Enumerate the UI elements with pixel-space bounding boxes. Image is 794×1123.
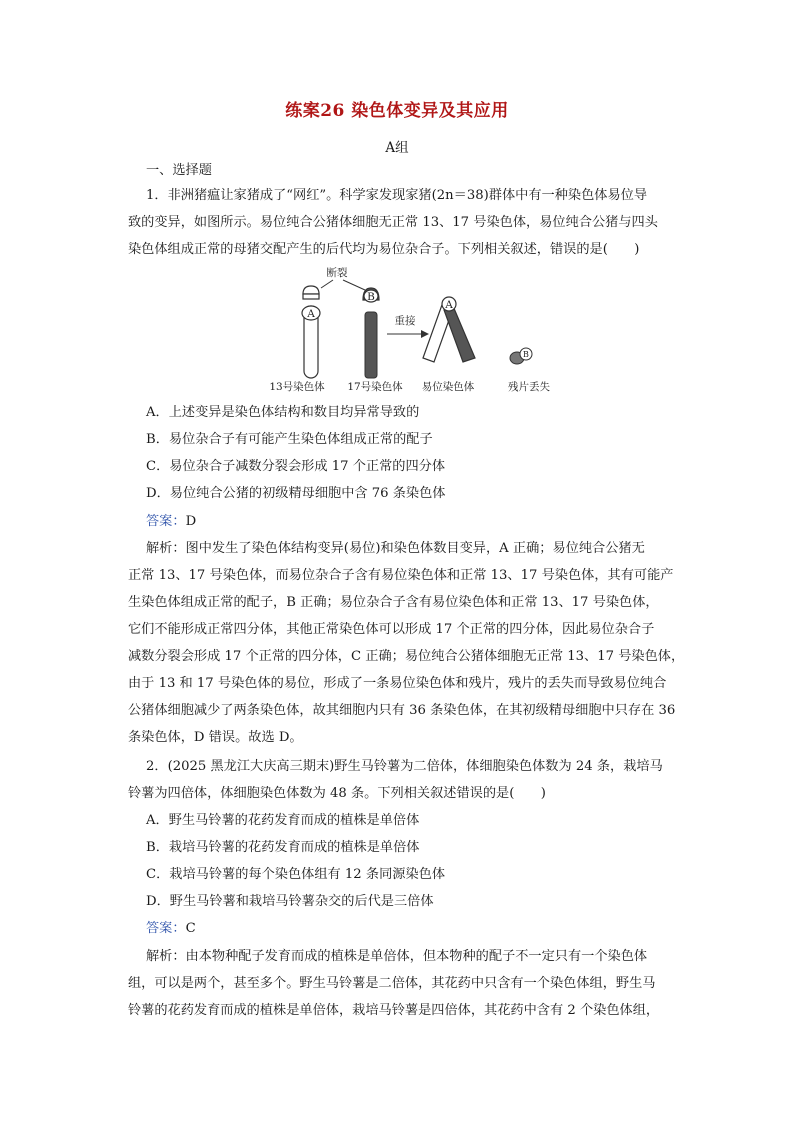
answer-label: 答案： <box>146 514 186 529</box>
analysis-line: 条染色体，D 错误。故选 D。 <box>128 730 303 745</box>
option-c: C．易位杂合子减数分裂会形成 17 个正常的四分体 <box>146 459 446 474</box>
option-b: B．易位杂合子有可能产生染色体组成正常的配子 <box>146 432 433 447</box>
chromosome-translocation-figure <box>255 266 585 396</box>
break-label: 断裂 <box>326 267 348 279</box>
question-stem-line: 染色体组成正常的母猪交配产生的后代均为易位杂合子。下列相关叙述，错误的是( ) <box>128 242 640 257</box>
option-d: D．野生马铃薯和栽培马铃薯杂交的后代是三倍体 <box>146 894 434 909</box>
analysis-line: 解析：由本物种配子发育而成的植株是单倍体，但本物种的配子不一定只有一个染色体 <box>146 949 648 964</box>
marker-b: B <box>367 291 375 303</box>
marker-a-translocation: A <box>445 299 453 311</box>
question-stem-line: 2．(2025 黑龙江大庆高三期末)野生马铃薯为二倍体，体细胞染色体数为 24 条，栽培马 <box>146 759 663 774</box>
answer-value: D <box>185 514 197 529</box>
analysis-line: 它们不能形成正常四分体，其他正常染色体可以形成 17 个正常的四分体，因此易位杂合子 <box>128 622 655 637</box>
answer-label: 答案： <box>146 921 186 936</box>
analysis-line: 组，可以是两个，甚至多个。野生马铃薯是二倍体，其花药中只含有一个染色体组，野生马 <box>128 976 656 991</box>
analysis-line: 公猪体细胞减少了两条染色体，故其细胞内只有 36 条染色体，在其初级精母细胞中只存在 36 <box>128 703 676 718</box>
marker-a: A <box>307 308 315 320</box>
caption-13: 13号染色体 <box>269 381 325 393</box>
option-a: A．野生马铃薯的花药发育而成的植株是单倍体 <box>146 813 420 828</box>
analysis-line: 解析：图中发生了染色体结构变异(易位)和染色体数目变异，A 正确；易位纯合公猪无 <box>146 541 645 556</box>
answer <box>146 921 196 937</box>
page-title: 练案26 染色体变异及其应用 <box>285 101 509 121</box>
option-d: D．易位纯合公猪的初级精母细胞中含 76 条染色体 <box>146 486 446 501</box>
chromosome-13-fragment-base <box>303 294 319 299</box>
analysis-line: 生染色体组成正常的配子，B 正确；易位杂合子含有易位染色体和正常 13、17 号染色体， <box>128 595 659 610</box>
answer-value: C <box>185 921 196 936</box>
question-stem-line: 铃薯为四倍体，体细胞染色体数为 48 条。下列相关叙述错误的是( ) <box>128 786 546 801</box>
join-label: 重接 <box>394 315 416 327</box>
caption-translocation: 易位染色体 <box>421 381 475 393</box>
marker-b-fragment: B <box>523 350 529 359</box>
option-b: B．栽培马铃薯的花药发育而成的植株是单倍体 <box>146 840 420 855</box>
answer <box>146 514 196 530</box>
analysis-line: 铃薯的花药发育而成的植株是单倍体，栽培马铃薯是四倍体，其花药中含有 2 个染色体组， <box>128 1003 660 1018</box>
caption-lost-fragment: 残片丢失 <box>508 381 550 393</box>
question-stem-line: 1．非洲猪瘟让家猪成了“网红”。科学家发现家猪(2n＝38)群体中有一种染色体易位导 <box>146 188 648 203</box>
group-heading: A组 <box>385 140 409 156</box>
section-heading: 一、选择题 <box>146 163 212 178</box>
analysis-line: 由于 13 和 17 号染色体的易位，形成了一条易位染色体和残片，残片的丢失而导致易位纯合 <box>128 676 667 691</box>
caption-17: 17号染色体 <box>347 381 403 393</box>
analysis-line: 减数分裂会形成 17 个正常的四分体，C 正确；易位纯合公猪体细胞无正常 13、17 号染色体， <box>128 649 685 664</box>
option-a: A．上述变异是染色体结构和数目均异常导致的 <box>146 405 420 420</box>
chromosome-17 <box>365 312 377 378</box>
analysis-line: 正常 13、17 号染色体，而易位杂合子含有易位染色体和正常 13、17 号染色体，其有可能产 <box>128 568 674 583</box>
option-c: C．栽培马铃薯的每个染色体组有 12 条同源染色体 <box>146 867 446 882</box>
question-stem-line: 致的变异，如图所示。易位纯合公猪体细胞无正常 13、17 号染色体，易位纯合公猪与四头 <box>128 215 658 230</box>
chromosome-13-top-fragment <box>303 286 319 294</box>
translocation-dark-arm <box>444 306 475 362</box>
